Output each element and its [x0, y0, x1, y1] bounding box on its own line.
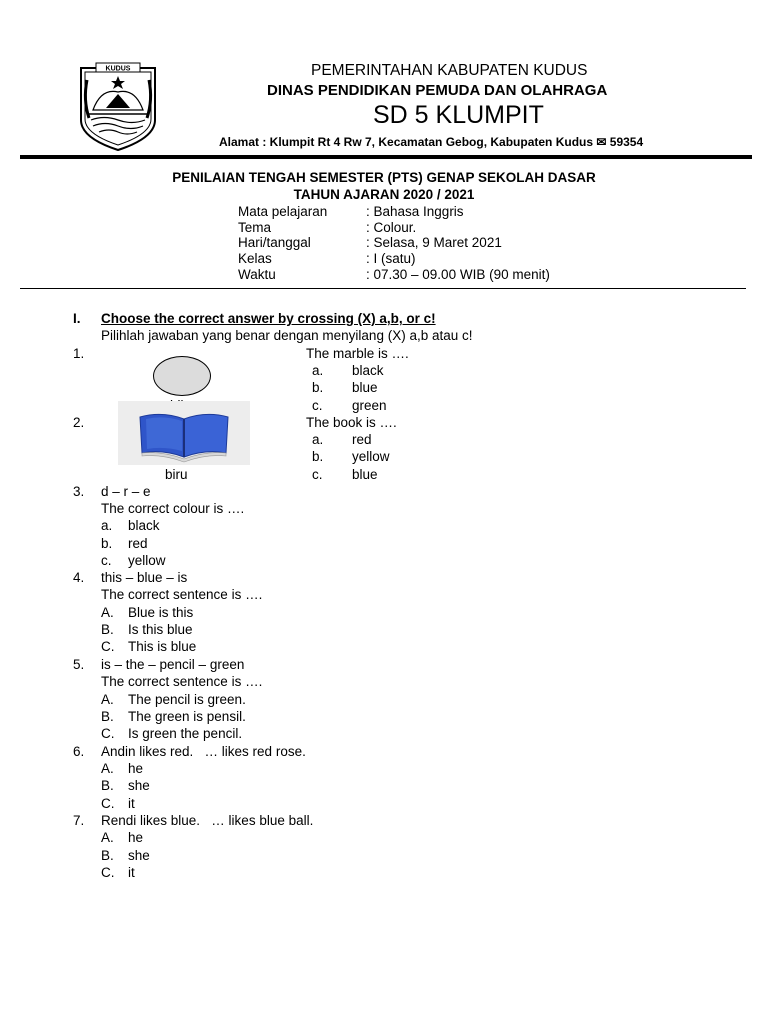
info-value-theme: : Colour. [366, 220, 417, 235]
q3-prompt: d – r – e [101, 484, 151, 499]
q3-option-text: black [128, 518, 160, 533]
q5-option-letter: B. [101, 709, 114, 724]
info-divider [20, 288, 746, 289]
q4-option-text: Is this blue [128, 622, 193, 637]
logo-text: KUDUS [105, 65, 131, 73]
q2-image-label: biru [165, 467, 188, 482]
q4-number: 4. [73, 570, 85, 585]
q4-option-letter: A. [101, 605, 114, 620]
q3-option-letter: a. [101, 518, 113, 533]
government-name: PEMERINTAHAN KABUPATEN KUDUS [311, 62, 588, 79]
section-subtitle: Pilihlah jawaban yang benar dengan menyilang (X) a,b atau c! [101, 328, 473, 343]
q5-option-text: The green is pensil. [128, 709, 246, 724]
q6-option-text: she [128, 778, 150, 793]
q3-option-text: red [128, 536, 148, 551]
q6-question: Andin likes red. … likes red rose. [101, 744, 306, 759]
exam-title: PENILAIAN TENGAH SEMESTER (PTS) GENAP SEKOLAH DASAR [172, 170, 596, 185]
q1-option-letter: b. [312, 380, 324, 395]
q6-option-letter: A. [101, 761, 114, 776]
q6-option-letter: C. [101, 796, 115, 811]
q3-number: 3. [73, 484, 85, 499]
q7-option-text: he [128, 830, 144, 845]
school-name: SD 5 KLUMPIT [373, 101, 544, 129]
q1-number: 1. [73, 346, 85, 361]
q5-question: The correct sentence is …. [101, 674, 263, 689]
academic-year: TAHUN AJARAN 2020 / 2021 [293, 187, 475, 202]
kudus-emblem-logo [71, 60, 165, 152]
open-book-icon [118, 401, 250, 465]
info-label-theme: Tema [238, 220, 272, 235]
q5-option-letter: A. [101, 692, 114, 707]
q2-question: The book is …. [306, 415, 397, 430]
info-label-class: Kelas [238, 251, 272, 266]
q6-option-text: he [128, 761, 144, 776]
q5-option-text: The pencil is green. [128, 692, 246, 707]
q4-question: The correct sentence is …. [101, 587, 263, 602]
q5-option-text: Is green the pencil. [128, 726, 243, 741]
q1-question: The marble is …. [306, 346, 409, 361]
q2-option-text: red [352, 432, 372, 447]
q3-question: The correct colour is …. [101, 501, 245, 516]
q7-option-text: it [128, 865, 135, 880]
header-divider [20, 155, 752, 159]
info-label-time: Waktu [238, 267, 276, 282]
book-image [118, 401, 250, 465]
q4-option-letter: B. [101, 622, 114, 637]
marble-image [153, 356, 211, 396]
q6-option-letter: B. [101, 778, 114, 793]
q2-option-text: blue [352, 467, 378, 482]
q2-option-text: yellow [352, 449, 390, 464]
info-label-date: Hari/tanggal [238, 235, 311, 250]
q7-question: Rendi likes blue. … likes blue ball. [101, 813, 314, 828]
q4-prompt: this – blue – is [101, 570, 188, 585]
q7-option-letter: C. [101, 865, 115, 880]
q7-option-text: she [128, 848, 150, 863]
q2-number: 2. [73, 415, 85, 430]
info-label-subject: Mata pelajaran [238, 204, 328, 219]
q5-option-letter: C. [101, 726, 115, 741]
info-value-date: : Selasa, 9 Maret 2021 [366, 235, 502, 250]
q1-option-letter: a. [312, 363, 324, 378]
q6-number: 6. [73, 744, 85, 759]
q1-option-letter: c. [312, 398, 323, 413]
q4-option-letter: C. [101, 639, 115, 654]
section-title: Choose the correct answer by crossing (X) a,b, or c! [101, 311, 436, 326]
q7-option-letter: A. [101, 830, 114, 845]
q4-option-text: Blue is this [128, 605, 194, 620]
q3-option-text: yellow [128, 553, 166, 568]
q2-option-letter: a. [312, 432, 324, 447]
department-name: DINAS PENDIDIKAN PEMUDA DAN OLAHRAGA [267, 82, 608, 99]
q1-option-text: green [352, 398, 387, 413]
q1-option-text: blue [352, 380, 378, 395]
school-address: Alamat : Klumpit Rt 4 Rw 7, Kecamatan Gebog, Kabupaten Kudus ✉ 59354 [219, 135, 644, 149]
q4-option-text: This is blue [128, 639, 197, 654]
q6-option-text: it [128, 796, 135, 811]
q5-prompt: is – the – pencil – green [101, 657, 245, 672]
info-value-time: : 07.30 – 09.00 WIB (90 menit) [366, 267, 550, 282]
q2-option-letter: b. [312, 449, 324, 464]
q5-number: 5. [73, 657, 85, 672]
q3-option-letter: b. [101, 536, 113, 551]
section-number: I. [73, 311, 81, 326]
q7-option-letter: B. [101, 848, 114, 863]
info-value-subject: : Bahasa Inggris [366, 204, 464, 219]
q1-option-text: black [352, 363, 384, 378]
info-value-class: : I (satu) [366, 251, 416, 266]
q7-number: 7. [73, 813, 85, 828]
q2-option-letter: c. [312, 467, 323, 482]
q3-option-letter: c. [101, 553, 112, 568]
